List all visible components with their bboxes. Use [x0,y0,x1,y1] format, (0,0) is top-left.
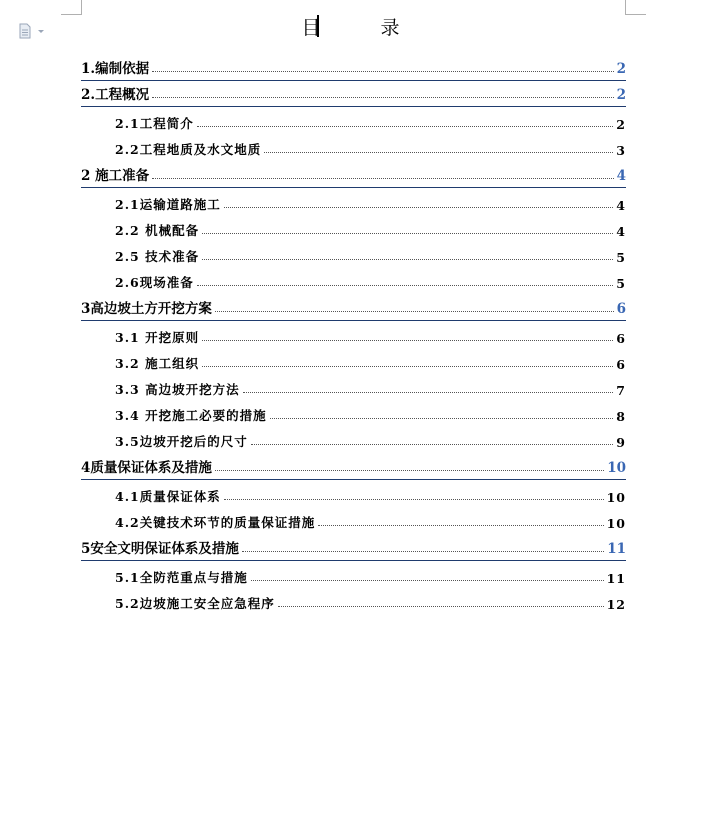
title-char-1: 目 [301,17,323,39]
toc-leader-dots [264,152,613,153]
toc-entry-label: 2.6现场准备 [115,275,194,290]
toc-entry-label: 4.2关键技术环节的质量保证措施 [115,515,316,530]
toc-page-number: 4 [616,168,626,184]
toc-page-number: 6 [616,331,626,346]
toc-leader-dots [215,470,604,471]
toc-page-number: 5 [616,276,626,291]
toc-entry-label: 2.工程概况 [81,87,150,103]
toc-entry-label: 2.1运输道路施工 [115,197,221,212]
toc-leader-dots [197,126,614,127]
toc-entry-label: 5.1全防范重点与措施 [115,570,248,585]
toc-entry[interactable] [81,295,626,321]
toc-entry[interactable] [115,428,626,450]
toc-entry-label: 1.编制依据 [81,61,150,77]
toc-entry[interactable] [115,483,626,505]
toc-entry[interactable] [115,590,626,612]
toc-page-number: 11 [606,571,626,586]
toc-leader-dots [197,285,614,286]
toc-leader-dots [202,259,613,260]
toc-leader-dots [318,525,603,526]
toc-leader-dots [152,178,614,179]
toc-page-number: 12 [606,597,626,612]
toc-leader-dots [251,444,614,445]
toc-entry[interactable] [115,564,626,586]
toc-leader-dots [242,551,604,552]
toc-leader-dots [202,233,613,234]
toc-entry-label: 3高边坡土方开挖方案 [81,301,212,317]
toc-page-number: 10 [606,516,626,531]
toc-page-number: 2 [616,87,626,103]
toc-page-number: 7 [616,383,626,398]
toc-entry[interactable] [115,376,626,398]
toc-entry[interactable] [115,402,626,424]
toc-entry-label: 3.4 开挖施工必要的措施 [115,408,267,423]
toc-entry-label: 2 施工准备 [81,168,150,184]
toc-entry-label: 3.5边坡开挖后的尺寸 [115,434,248,449]
toc-entry[interactable] [81,55,626,81]
toc-entry[interactable] [115,509,626,531]
toc-entry[interactable] [81,162,626,188]
toc-entry-label: 3.1 开挖原则 [115,330,200,345]
toc-entry-label: 4质量保证体系及措施 [81,460,212,476]
toc-page-number: 9 [616,435,626,450]
toc-entry[interactable] [115,110,626,132]
toc-entry-label: 4.1质量保证体系 [115,489,221,504]
toc-page-number: 2 [616,61,626,77]
toc-entry[interactable] [81,535,626,561]
toc-entry[interactable] [115,191,626,213]
toc-entry-label: 5安全文明保证体系及措施 [81,541,239,557]
toc-leader-dots [224,499,604,500]
toc-entry[interactable] [115,350,626,372]
toc-entry-label: 3.3 高边坡开挖方法 [115,382,240,397]
toc-page-number: 11 [607,541,626,557]
toc-entry-label: 5.2边坡施工安全应急程序 [115,596,275,611]
toc-page-number: 10 [606,490,626,505]
toc-leader-dots [243,392,614,393]
toc-leader-dots [270,418,614,419]
toc-page-number: 6 [616,357,626,372]
toc-leader-dots [251,580,604,581]
toc-entry[interactable] [115,324,626,346]
toc-page-number: 5 [616,250,626,265]
title-char-2: 录 [380,17,402,39]
toc-leader-dots [202,366,613,367]
toc-leader-dots [152,97,614,98]
toc-entry-label: 2.1工程简介 [115,116,194,131]
toc-entry[interactable] [115,217,626,239]
toc-leader-dots [202,340,613,341]
toc-page-number: 6 [616,301,626,317]
toc-page-number: 2 [616,117,626,132]
toc-entry-label: 2.5 技术准备 [115,249,200,264]
toc-page-number: 3 [616,143,626,158]
toc-entry[interactable] [81,454,626,480]
toc-entry-label: 3.2 施工组织 [115,356,200,371]
toc-page-number: 4 [616,198,626,213]
toc-entry[interactable] [115,243,626,265]
toc-page-number: 10 [607,460,626,476]
toc-entry-label: 2.2 机械配备 [115,223,200,238]
toc-leader-dots [224,207,614,208]
toc-entry-label: 2.2工程地质及水文地质 [115,142,262,157]
toc-entry[interactable] [81,81,626,107]
page-title [0,13,703,40]
toc-entry[interactable] [115,136,626,158]
toc-page-number: 4 [616,224,626,239]
toc-leader-dots [278,606,604,607]
toc-leader-dots [152,71,614,72]
toc-page-number: 8 [616,409,626,424]
toc-leader-dots [215,311,614,312]
toc-entry[interactable] [115,269,626,291]
